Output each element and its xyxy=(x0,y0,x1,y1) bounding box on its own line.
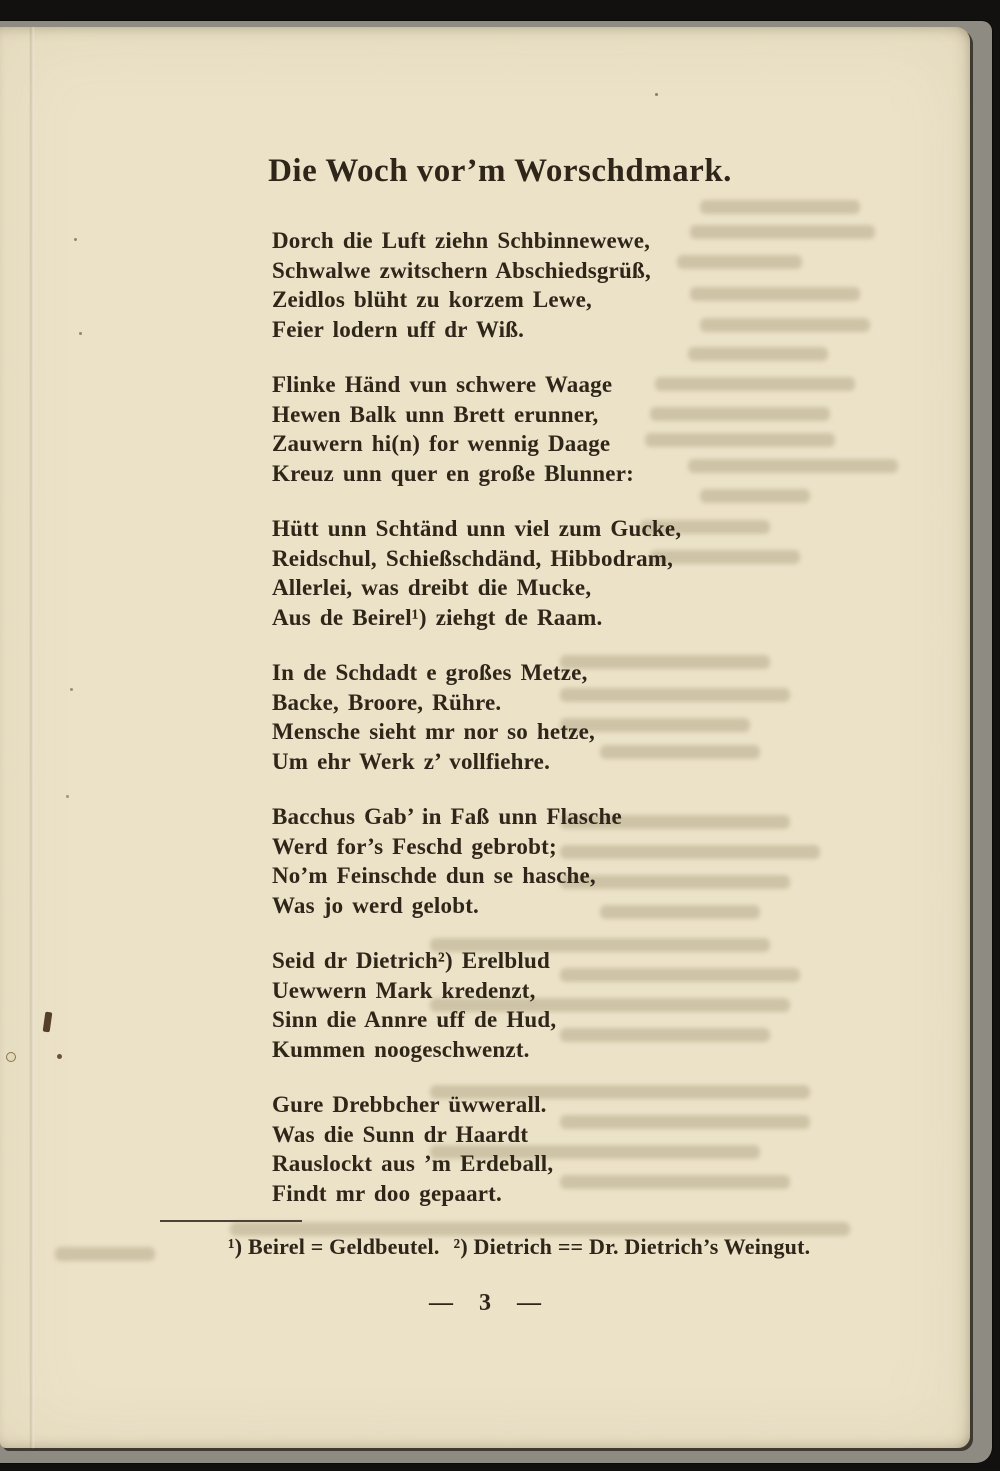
footnote-separator-rule xyxy=(160,1220,302,1222)
footnote-1: ¹) Beirel = Geldbeutel. xyxy=(228,1234,440,1259)
poem-line: Zeidlos blüht zu korzem Lewe, xyxy=(272,287,592,312)
footnote-2: ²) Dietrich == Dr. Dietrich’s Weingut. xyxy=(453,1234,811,1259)
poem-body xyxy=(272,226,792,1234)
poem-line: Sinn die Annre uff de Hud, xyxy=(272,1007,557,1032)
bleed-through-text-mark xyxy=(55,1247,155,1261)
book-page xyxy=(0,27,970,1448)
poem-line: Kummen noogeschwenzt. xyxy=(272,1036,530,1062)
paper-speck xyxy=(57,1054,62,1059)
poem-line: Zauwern hi(n) for wennig Daage xyxy=(272,431,611,456)
poem-line: In de Schdadt e großes Metze, xyxy=(272,660,588,685)
poem-line: Seid dr Dietrich²) Erelblud xyxy=(272,948,550,973)
stanza-5 xyxy=(272,802,792,920)
bleed-through-text-mark xyxy=(700,200,860,214)
poem-line: Bacchus Gab’ in Faß unn Flasche xyxy=(272,804,622,829)
poem-line: Rauslockt aus ’m Erdeball, xyxy=(272,1151,554,1176)
paper-speck xyxy=(79,332,82,335)
poem-line: Hütt unn Schtänd unn viel zum Gucke, xyxy=(272,516,682,541)
poem-line: Gure Drebbcher üwwerall. xyxy=(272,1092,547,1117)
paper-speck xyxy=(66,795,69,798)
poem-line: Backe, Broore, Rühre. xyxy=(272,689,502,715)
poem-line: Schwalwe zwitschern Abschiedsgrüß, xyxy=(272,257,651,283)
stanza-3 xyxy=(272,514,792,632)
poem-line: Hewen Balk unn Brett erunner, xyxy=(272,401,599,427)
paper-speck xyxy=(74,238,77,241)
poem-line: Reidschul, Schießschdänd, Hibbodram, xyxy=(272,545,674,571)
paper-speck xyxy=(43,1012,53,1033)
stanza-6 xyxy=(272,946,792,1064)
page-crease xyxy=(30,27,34,1448)
stanza-7 xyxy=(272,1090,792,1208)
stanza-1 xyxy=(272,226,792,344)
poem-line: Uewwern Mark kredenzt, xyxy=(272,977,536,1003)
poem-line: Werd for’s Feschd gebrobt; xyxy=(272,833,557,859)
poem-line: Was die Sunn dr Haardt xyxy=(272,1121,529,1147)
stanza-2 xyxy=(272,370,792,488)
poem-line: Um ehr Werk z’ vollfiehre. xyxy=(272,748,551,774)
paper-speck xyxy=(655,93,658,96)
poem-title: Die Woch vor’m Worschdmark. xyxy=(268,153,732,189)
poem-line: Was jo werd gelobt. xyxy=(272,892,480,918)
poem-line: No’m Feinschde dun se hasche, xyxy=(272,863,596,888)
poem-line: Findt mr doo gepaart. xyxy=(272,1180,502,1206)
poem-line: Feier lodern uff dr Wiß. xyxy=(272,316,525,342)
poem-line: Mensche sieht mr nor so hetze, xyxy=(272,719,595,744)
footnotes xyxy=(228,1234,928,1260)
poem-line: Dorch die Luft ziehn Schbinnewewe, xyxy=(272,228,651,253)
poem-line: Aus de Beirel¹) ziehgt de Raam. xyxy=(272,604,603,630)
page-number: — 3 — xyxy=(429,1290,541,1316)
paper-speck xyxy=(6,1052,16,1062)
poem-line: Kreuz unn quer en große Blunner: xyxy=(272,460,634,486)
paper-speck xyxy=(70,688,73,691)
poem-line: Allerlei, was dreibt die Mucke, xyxy=(272,575,592,600)
poem-line: Flinke Händ vun schwere Waage xyxy=(272,372,613,397)
stanza-4 xyxy=(272,658,792,776)
